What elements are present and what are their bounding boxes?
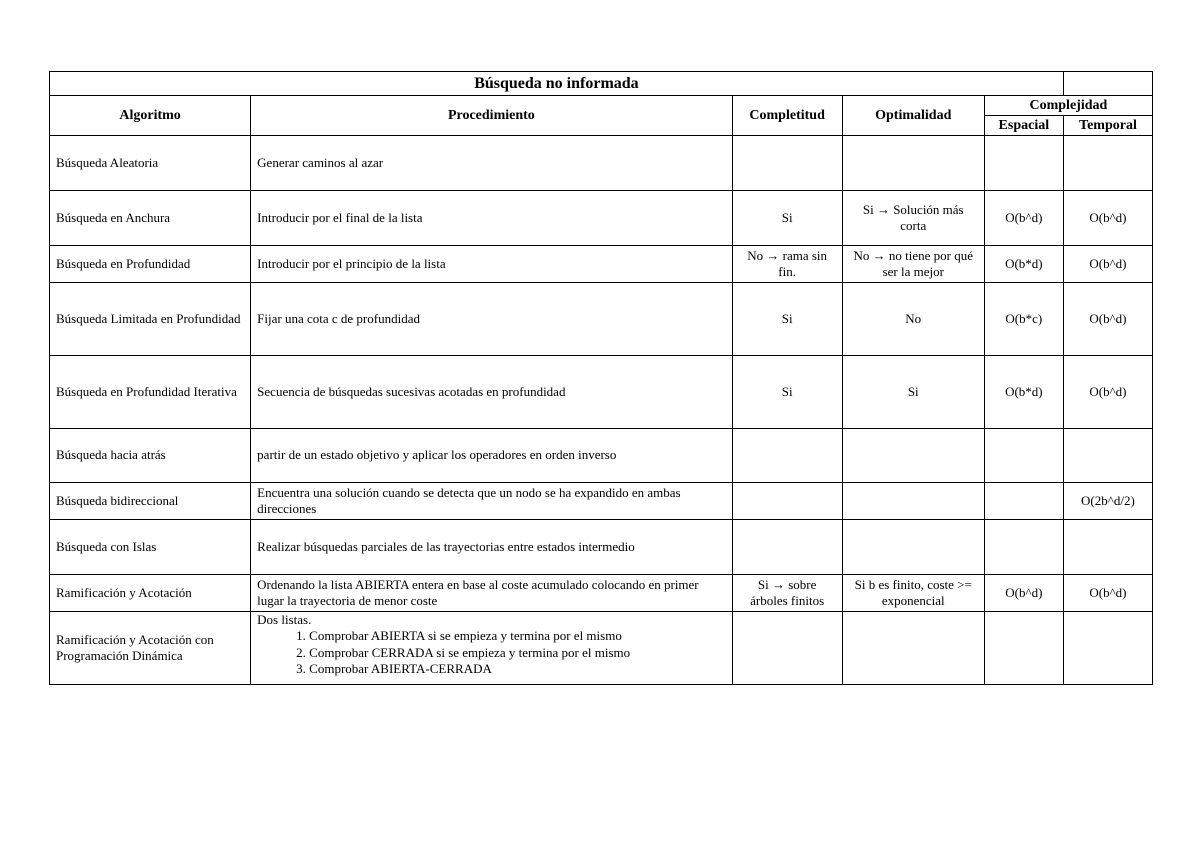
header-espacial: Espacial (984, 116, 1063, 136)
completitud-cell: Si → sobre árboles finitos (732, 575, 842, 612)
header-complejidad: Complejidad (984, 96, 1152, 116)
busqueda-table (49, 71, 1153, 685)
header-procedimiento: Procedimiento (251, 96, 732, 136)
completitud-cell (732, 429, 842, 483)
temporal-cell: O(b^d) (1063, 191, 1152, 246)
procedimiento-cell: Realizar búsquedas parciales de las trayectorias entre estados intermedio (251, 520, 732, 575)
procedimiento-cell (251, 612, 732, 685)
procedimiento-cell: Introducir por el final de la lista (251, 191, 732, 246)
algoritmo-cell: Búsqueda con Islas (50, 520, 251, 575)
optimalidad-cell (842, 136, 984, 191)
procedimiento-cell: Encuentra una solución cuando se detecta que un nodo se ha expandido en ambas direcciones (251, 483, 732, 520)
procedimiento-list-item: 1. Comprobar ABIERTA si se empieza y termina por el mismo (309, 628, 725, 644)
completitud-cell (732, 520, 842, 575)
procedimiento-cell: Secuencia de búsquedas sucesivas acotadas en profundidad (251, 356, 732, 429)
optimalidad-cell (842, 483, 984, 520)
algoritmo-cell: Búsqueda bidireccional (50, 483, 251, 520)
completitud-cell: No → rama sin fin. (732, 246, 842, 283)
table-row (50, 429, 1153, 483)
completitud-cell (732, 136, 842, 191)
algoritmo-cell: Ramificación y Acotación (50, 575, 251, 612)
procedimiento-cell: Introducir por el principio de la lista (251, 246, 732, 283)
espacial-cell (984, 520, 1063, 575)
table-row (50, 136, 1153, 191)
completitud-cell (732, 612, 842, 685)
table-row (50, 356, 1153, 429)
procedimiento-cell: partir de un estado objetivo y aplicar los operadores en orden inverso (251, 429, 732, 483)
temporal-cell: O(2b^d/2) (1063, 483, 1152, 520)
header-completitud: Completitud (732, 96, 842, 136)
optimalidad-cell: Si b es finito, coste >= exponencial (842, 575, 984, 612)
optimalidad-cell: Si → Solución más corta (842, 191, 984, 246)
optimalidad-cell: Si (842, 356, 984, 429)
optimalidad-cell: No → no tiene por qué ser la mejor (842, 246, 984, 283)
header-algoritmo: Algoritmo (50, 96, 251, 136)
procedimiento-cell: Generar caminos al azar (251, 136, 732, 191)
temporal-cell (1063, 612, 1152, 685)
procedimiento-cell: Fijar una cota c de profundidad (251, 283, 732, 356)
table-row (50, 575, 1153, 612)
title-row (50, 72, 1153, 96)
completitud-cell: Si (732, 283, 842, 356)
temporal-cell: O(b^d) (1063, 283, 1152, 356)
procedimiento-cell: Ordenando la lista ABIERTA entera en base al coste acumulado colocando en primer lugar la trayectoria de menor coste (251, 575, 732, 612)
procedimiento-list-item: 2. Comprobar CERRADA si se empieza y termina por el mismo (309, 645, 725, 661)
optimalidad-cell (842, 612, 984, 685)
optimalidad-cell: No (842, 283, 984, 356)
table-row (50, 283, 1153, 356)
temporal-cell (1063, 136, 1152, 191)
procedimiento-intro: Dos listas. (257, 612, 312, 627)
header-temporal: Temporal (1063, 116, 1152, 136)
optimalidad-cell (842, 429, 984, 483)
completitud-cell: Si (732, 356, 842, 429)
title-empty-cell (1063, 72, 1152, 96)
table-row (50, 520, 1153, 575)
espacial-cell: O(b^d) (984, 191, 1063, 246)
espacial-cell: O(b*d) (984, 356, 1063, 429)
espacial-cell (984, 612, 1063, 685)
temporal-cell: O(b^d) (1063, 246, 1152, 283)
espacial-cell: O(b*d) (984, 246, 1063, 283)
espacial-cell (984, 483, 1063, 520)
table-row (50, 246, 1153, 283)
completitud-cell (732, 483, 842, 520)
header-row-1 (50, 96, 1153, 116)
algoritmo-cell: Búsqueda en Profundidad (50, 246, 251, 283)
espacial-cell (984, 136, 1063, 191)
algoritmo-cell: Búsqueda hacia atrás (50, 429, 251, 483)
table-row (50, 191, 1153, 246)
optimalidad-cell (842, 520, 984, 575)
table-row (50, 483, 1153, 520)
algoritmo-cell: Búsqueda Aleatoria (50, 136, 251, 191)
algoritmo-cell: Búsqueda en Anchura (50, 191, 251, 246)
table-row (50, 612, 1153, 685)
algoritmo-cell: Búsqueda Limitada en Profundidad (50, 283, 251, 356)
header-optimalidad: Optimalidad (842, 96, 984, 136)
procedimiento-list-item: 3. Comprobar ABIERTA-CERRADA (309, 661, 725, 677)
table-title: Búsqueda no informada (50, 72, 1064, 96)
espacial-cell: O(b^d) (984, 575, 1063, 612)
temporal-cell: O(b^d) (1063, 356, 1152, 429)
algoritmo-cell: Búsqueda en Profundidad Iterativa (50, 356, 251, 429)
completitud-cell: Si (732, 191, 842, 246)
algoritmo-cell: Ramificación y Acotación con Programación Dinámica (50, 612, 251, 685)
temporal-cell (1063, 429, 1152, 483)
procedimiento-list (257, 628, 725, 677)
temporal-cell: O(b^d) (1063, 575, 1152, 612)
temporal-cell (1063, 520, 1152, 575)
espacial-cell (984, 429, 1063, 483)
espacial-cell: O(b*c) (984, 283, 1063, 356)
